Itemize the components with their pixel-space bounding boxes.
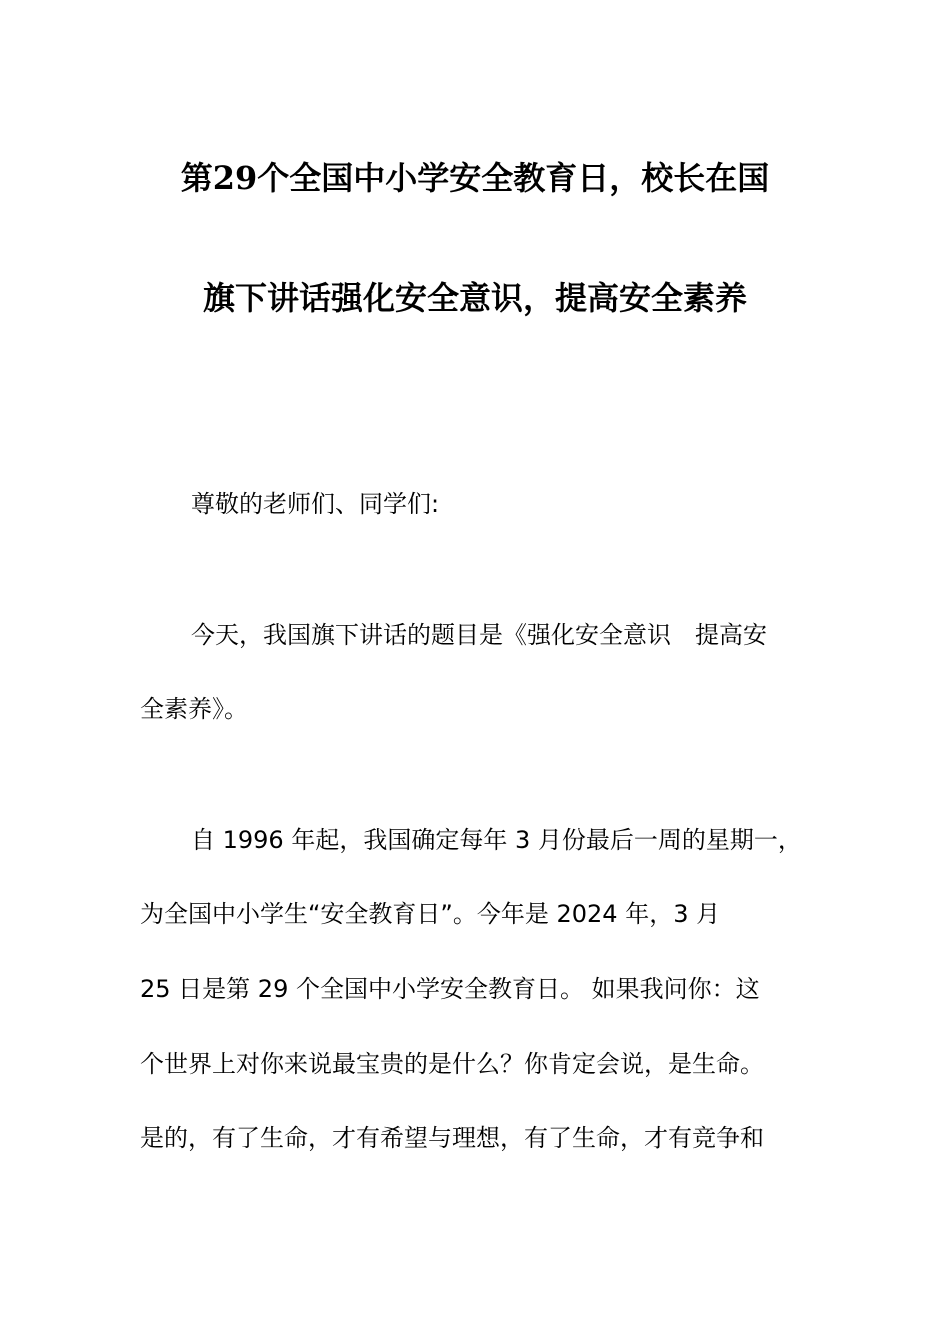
document-title-line-1 (0, 158, 950, 198)
paragraph-1-line-2: 全素养》。 (140, 695, 248, 723)
greeting-text: 尊敬的老师们、同学们: (191, 490, 440, 518)
paragraph-2-line-3: 25 日是第 29 个全国中小学安全教育日。 如果我问你：这 (140, 975, 760, 1003)
title-prefix: 第 (180, 159, 213, 197)
title-suffix: 个全国中小学安全教育日，校长在国 (257, 159, 770, 197)
paragraph-2-line-2: 为全国中小学生“安全教育日”。今年是 2024 年，3 月 (140, 900, 721, 928)
document-title-line-2: 旗下讲话强化安全意识，提高安全素养 (202, 279, 747, 317)
paragraph-2-line-5: 是的，有了生命，才有希望与理想，有了生命，才有竞争和 (140, 1124, 764, 1152)
paragraph-2-line-4: 个世界上对你来说最宝贵的是什么？你肯定会说，是生命。 (140, 1050, 764, 1078)
paragraph-1-line-1: 今天，我国旗下讲话的题目是《强化安全意识 提高安 (191, 621, 767, 649)
title-number: 29 (212, 159, 258, 197)
paragraph-2-line-1: 自 1996 年起，我国确定每年 3 月份最后一周的星期一， (191, 826, 802, 854)
